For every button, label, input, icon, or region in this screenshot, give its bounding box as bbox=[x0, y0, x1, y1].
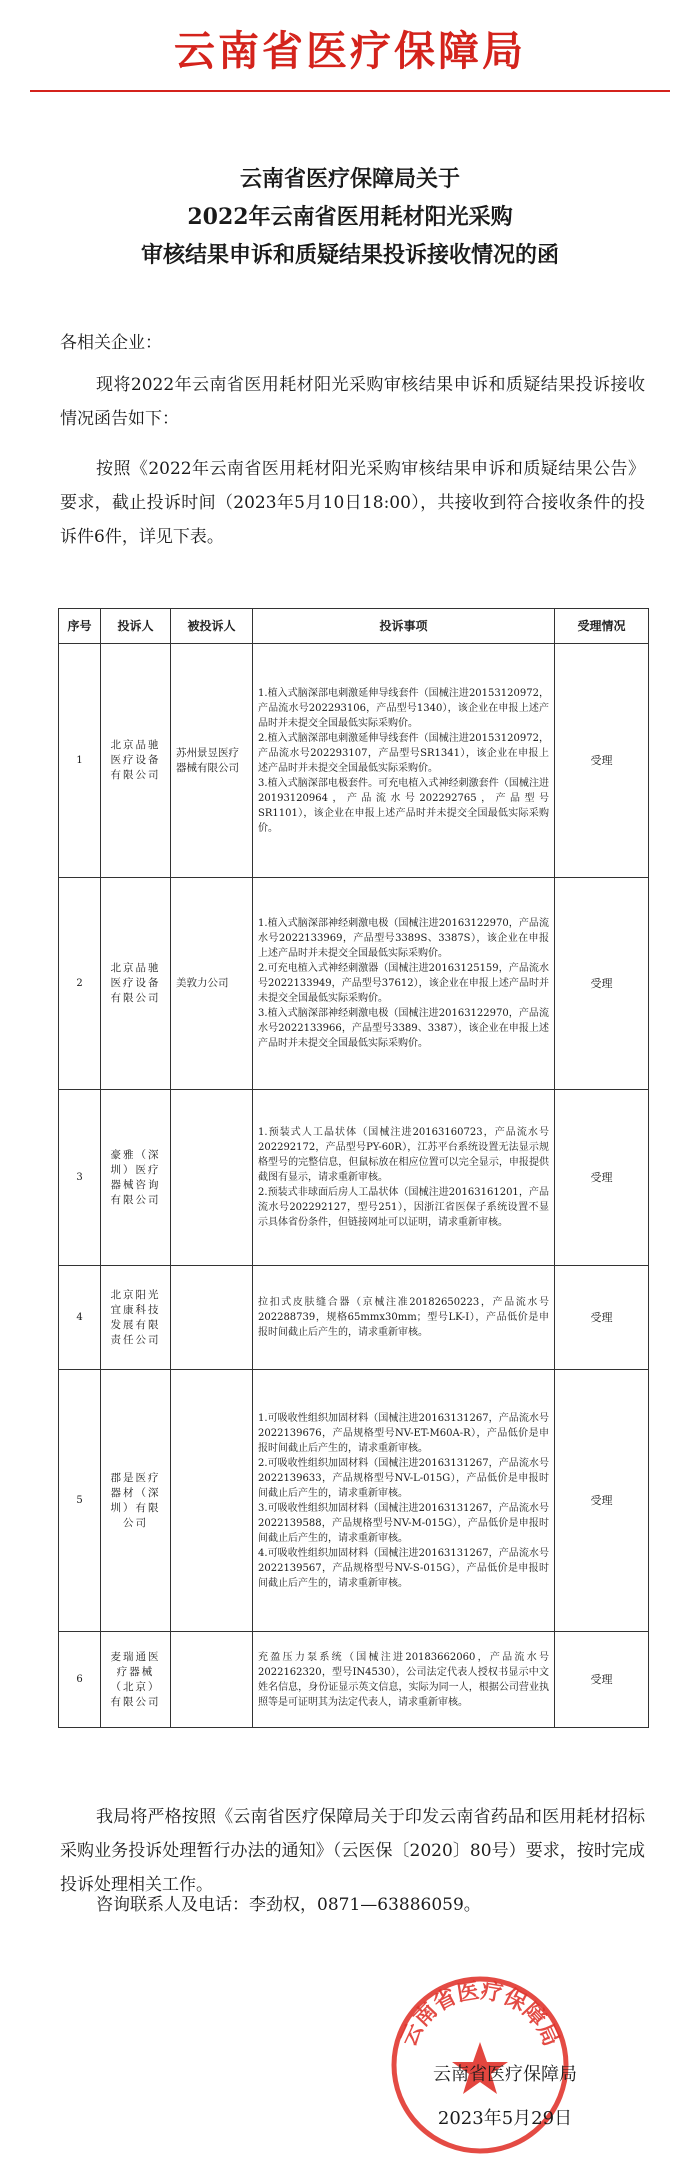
row-number: 5 bbox=[59, 1370, 101, 1632]
issue-item: 1.植入式脑深部神经刺激电极（国械注进20163122970，产品流水号2022133969，产品型号3389S、3387S），该企业在申报上述产品时并未提交全国最低实际采购价。 bbox=[258, 918, 549, 959]
header-respondent: 被投诉人 bbox=[171, 609, 253, 644]
issue-item: 1.植入式脑深部电刺激延伸导线套件（国械注进20153120972，产品流水号202293106，产品型号1340），该企业在申报上述产品时并未提交全国最低实际采购价。 bbox=[258, 687, 549, 729]
paragraph-intro: 现将2022年云南省医用耗材阳光采购审核结果申诉和质疑结果投诉接收情况函告如下： bbox=[60, 375, 645, 429]
salutation: 各相关企业： bbox=[60, 333, 162, 353]
row-number: 4 bbox=[59, 1266, 101, 1370]
issues-cell bbox=[253, 878, 555, 1090]
masthead-rule bbox=[30, 90, 670, 92]
issue-item: 充盈压力泵系统（国械注进20183662060，产品流水号2022162320，型号IN4530），公司法定代表人授权书显示中文姓名信息，身份证显示英文信息，实际为同一人，根据公司营业执照等是可证明其为法定代表人，请求重新审核。 bbox=[258, 1651, 549, 1708]
issue-item: 4.可吸收性组织加固材料（国械注进20163131267，产品流水号2022139567，产品规格型号NV-S-015G），产品低价是申报时间截止后产生的，请求重新审核。 bbox=[258, 1547, 549, 1589]
issue-item: 2.预装式非球面后房人工晶状体（国械注进20163161201，产品流水号202292127，型号251），因浙江省医保子系统设置不显示具体省份条件，但链接网址可以证明，请求重新审核。 bbox=[258, 1187, 549, 1228]
table-row bbox=[59, 1632, 649, 1728]
masthead: 云南省医疗保障局 bbox=[174, 27, 526, 75]
document-title bbox=[0, 160, 700, 274]
status-cell: 受理 bbox=[555, 878, 649, 1090]
svg-text:云南省医疗保障局: 云南省医疗保障局 bbox=[396, 1978, 564, 2051]
issue-item: 3.植入式脑深部神经刺激电极（国械注进20163122970，产品流水号2022133966，产品型号3389、3387），该企业在申报上述产品时并未提交全国最低实际采购价。 bbox=[258, 1008, 549, 1049]
issue-item: 2.植入式脑深部电刺激延伸导线套件（国械注进20153120972，产品流水号202293107，产品型号SR1341），该企业在申报上述产品时并未提交全国最低实际采购价。 bbox=[258, 732, 549, 774]
issue-item: 3.可吸收性组织加固材料（国械注进20163131267，产品流水号2022139588，产品规格型号NV-M-015G），产品低价是申报时间截止后产生的，请求重新审核。 bbox=[258, 1502, 549, 1544]
table-header-row bbox=[59, 609, 649, 644]
row-number: 3 bbox=[59, 1090, 101, 1266]
paragraph-contact: 咨询联系人及电话：李劲权，0871—63886059。 bbox=[96, 1895, 481, 1915]
title-line: 云南省医疗保障局关于 bbox=[239, 166, 460, 192]
table-row bbox=[59, 644, 649, 878]
respondent-cell bbox=[171, 1266, 253, 1370]
table-row bbox=[59, 878, 649, 1090]
respondent-cell bbox=[171, 1632, 253, 1728]
status-cell: 受理 bbox=[555, 1090, 649, 1266]
issues-cell bbox=[253, 1090, 555, 1266]
complainant-cell: 北京品驰医疗设备有限公司 bbox=[101, 644, 171, 878]
complainant-cell: 北京阳光宜康科技发展有限责任公司 bbox=[101, 1266, 171, 1370]
issue-item: 3.植入式脑深部电极套件。可充电植入式神经刺激套件（国械注进20193120964，产品流水号202292765，产品型号SR1101），该企业在申报上述产品时并未提交全国最低实际采购价。 bbox=[258, 777, 549, 834]
complaints-table bbox=[58, 608, 649, 1728]
issues-cell bbox=[253, 1632, 555, 1728]
complainant-cell: 北京品驰医疗设备有限公司 bbox=[101, 878, 171, 1090]
table-row bbox=[59, 1090, 649, 1266]
header-no: 序号 bbox=[59, 609, 101, 644]
issues-cell bbox=[253, 1266, 555, 1370]
paragraph-handling: 我局将严格按照《云南省医疗保障局关于印发云南省药品和医用耗材招标采购业务投诉处理暂行办法的通知》（云医保〔2020〕80号）要求，按时完成投诉处理相关工作。 bbox=[60, 1807, 645, 1895]
title-line: 审核结果申诉和质疑结果投诉接收情况的函 bbox=[140, 242, 559, 268]
signature-organization: 云南省医疗保障局 bbox=[433, 2064, 577, 2085]
respondent-cell bbox=[171, 1370, 253, 1632]
issue-item: 2.可充电植入式神经刺激器（国械注进20163125159，产品流水号2022133949，产品型号37612），该企业在申报上述产品时并未提交全国最低实际采购价。 bbox=[258, 963, 549, 1004]
status-cell: 受理 bbox=[555, 644, 649, 878]
respondent-cell: 美敦力公司 bbox=[171, 878, 253, 1090]
respondent-cell: 苏州景昱医疗器械有限公司 bbox=[171, 644, 253, 878]
issue-item: 拉扣式皮肤缝合器（京械注准20182650223，产品流水号202288739，规格65mmx30mm；型号LK-I），产品低价是申报时间截止后产生的，请求重新审核。 bbox=[258, 1297, 549, 1338]
complainant-cell: 郡是医疗器材（深圳）有限公司 bbox=[101, 1370, 171, 1632]
issues-cell bbox=[253, 644, 555, 878]
status-cell: 受理 bbox=[555, 1632, 649, 1728]
complainant-cell: 麦瑞通医疗器械（北京）有限公司 bbox=[101, 1632, 171, 1728]
issue-item: 1.预装式人工晶状体（国械注进20163160723，产品流水号202292172，产品型号PY-60R），江苏平台系统设置无法显示规格型号的完整信息，但鼠标放在相应位置可以完全显示，申报提供截图有显示，请求重新审核。 bbox=[258, 1127, 549, 1183]
row-number: 6 bbox=[59, 1632, 101, 1728]
paragraph-summary: 按照《2022年云南省医用耗材阳光采购审核结果申诉和质疑结果公告》要求，截止投诉时间（2023年5月10日18:00），共接收到符合接收条件的投诉件6件，详见下表。 bbox=[60, 459, 645, 547]
status-cell: 受理 bbox=[555, 1370, 649, 1632]
header-complainant: 投诉人 bbox=[101, 609, 171, 644]
header-status: 受理情况 bbox=[555, 609, 649, 644]
status-cell: 受理 bbox=[555, 1266, 649, 1370]
row-number: 1 bbox=[59, 644, 101, 878]
respondent-cell bbox=[171, 1090, 253, 1266]
table-row bbox=[59, 1370, 649, 1632]
table-row bbox=[59, 1266, 649, 1370]
header-issues: 投诉事项 bbox=[253, 609, 555, 644]
signature-date: 2023年5月29日 bbox=[437, 2108, 573, 2129]
issue-item: 2.可吸收性组织加固材料（国械注进20163131267，产品流水号2022139633，产品规格型号NV-L-015G），产品低价是申报时间截止后产生的，请求重新审核。 bbox=[258, 1457, 549, 1499]
issue-item: 1.可吸收性组织加固材料（国械注进20163131267，产品流水号2022139676，产品规格型号NV-ET-M60A-R），产品低价是申报时间截止后产生的，请求重新审核。 bbox=[258, 1412, 549, 1454]
row-number: 2 bbox=[59, 878, 101, 1090]
complainant-cell: 豪雅（深圳）医疗器械咨询有限公司 bbox=[101, 1090, 171, 1266]
title-line: 2022年云南省医用耗材阳光采购 bbox=[187, 204, 513, 230]
issues-cell bbox=[253, 1370, 555, 1632]
